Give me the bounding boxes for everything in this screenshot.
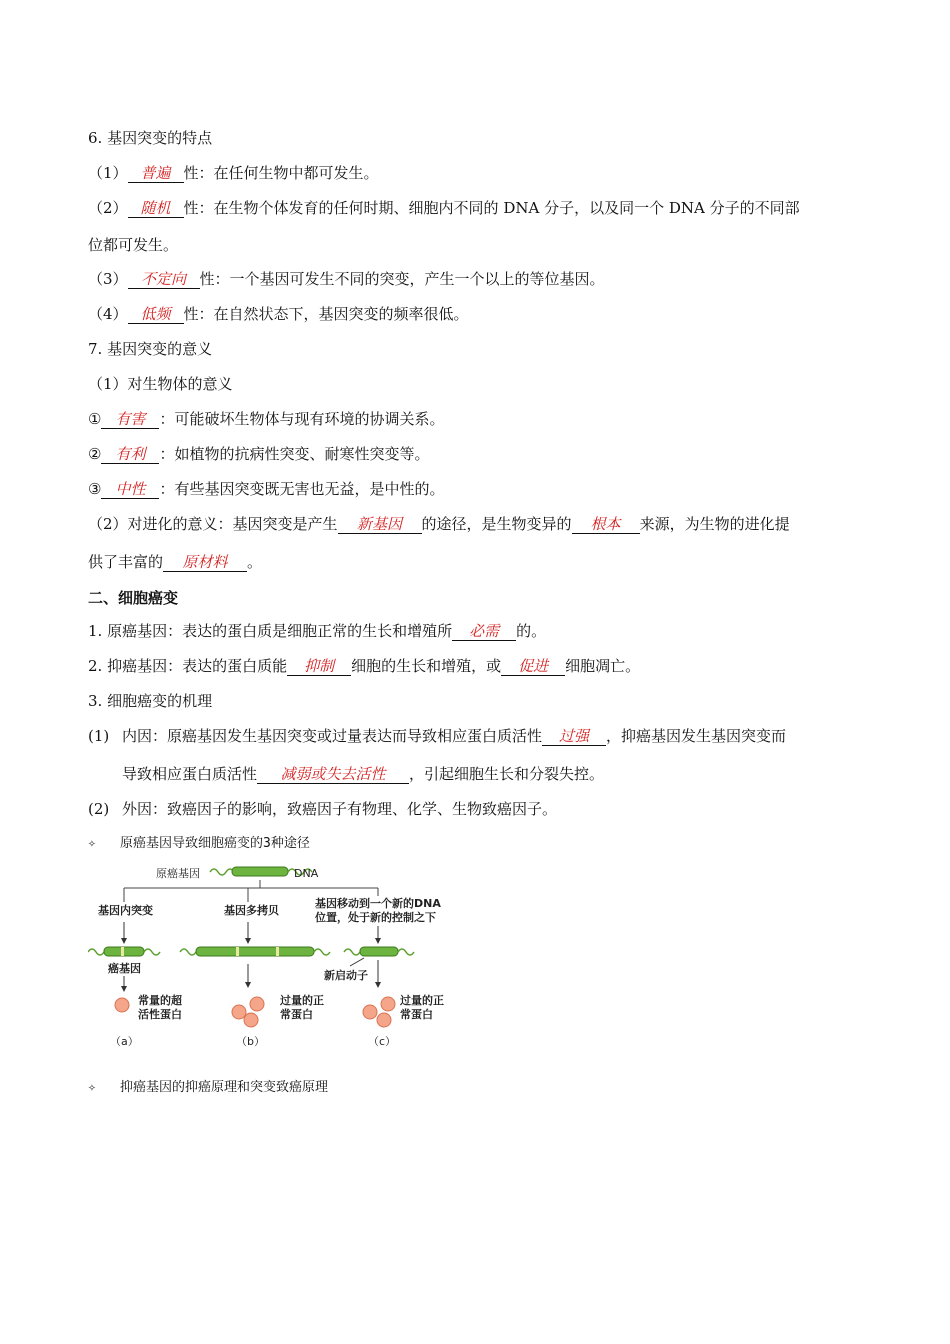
- meaning-2: ② 有利 ：如植物的抗病性突变、耐寒性突变等。: [88, 445, 430, 463]
- answer-blank: 新基因: [338, 515, 422, 534]
- oncogene-figure: [88, 860, 458, 1060]
- fig-top-label: 原癌基因: [156, 867, 200, 880]
- answer-blank: 不定向: [128, 270, 200, 289]
- protein-icon: [250, 997, 264, 1011]
- fig-panel-a: （a）: [110, 1035, 139, 1048]
- gene-segment: [232, 867, 288, 876]
- meaning-3: ③ 中性 ：有些基因突变既无害也无益，是中性的。: [88, 480, 445, 498]
- figure1-caption: ✧ 原癌基因导致细胞癌变的3种途径: [88, 833, 310, 855]
- answer-blank: 过强: [542, 727, 606, 746]
- feature-3: （3） 不定向 性：一个基因可发生不同的突变，产生一个以上的等位基因。: [88, 270, 605, 288]
- arrow-head-icon: [245, 938, 251, 944]
- answer-blank: 抑制: [287, 657, 351, 676]
- dna-strand: [314, 949, 330, 955]
- fig-a-protein-1: 常量的超: [138, 994, 182, 1007]
- arrow-head-icon: [375, 982, 381, 988]
- mutation-mark: [121, 947, 124, 956]
- section-7-title: 7. 基因突变的意义: [88, 340, 213, 358]
- answer-blank: 减弱或失去活性: [257, 765, 409, 784]
- fig-b-protein-2: 常蛋白: [280, 1008, 313, 1021]
- section-2-title: 二、细胞癌变: [88, 589, 179, 607]
- answer-blank: 促进: [501, 657, 565, 676]
- arrow-head-icon: [375, 938, 381, 944]
- protein-icon: [115, 998, 129, 1012]
- fig-panel-b: （b）: [236, 1035, 265, 1048]
- protein-icon: [377, 1013, 391, 1027]
- fig-a-label: 基因内突变: [98, 904, 153, 917]
- dna-strand: [180, 949, 196, 955]
- protein-icon: [363, 1005, 377, 1019]
- dna-strand-left: [210, 869, 234, 875]
- answer-blank: 中性: [101, 480, 159, 499]
- diamond-bullet-icon: ✧: [88, 836, 96, 851]
- answer-blank: 有害: [101, 410, 159, 429]
- section-6-title: 6. 基因突变的特点: [88, 129, 213, 147]
- gene-copies: [196, 947, 314, 956]
- evolution-meaning: （2）对进化的意义：基因突变是产生 新基因 的途径，是生物变异的 根本 来源，为生物的进化提: [88, 515, 790, 533]
- meaning-1: ① 有害 ：可能破坏生物体与现有环境的协调关系。: [88, 410, 445, 428]
- diamond-bullet-icon: ✧: [88, 1080, 96, 1095]
- pointer-line: [350, 958, 364, 966]
- protein-icon: [244, 1013, 258, 1027]
- dna-strand: [398, 949, 414, 955]
- answer-blank: 原材料: [163, 553, 247, 572]
- fig-c-protein-1: 过量的正: [400, 994, 444, 1007]
- evolution-meaning-cont: 供了丰富的 原材料 。: [88, 553, 263, 571]
- fig-dna-label: DNA: [294, 867, 319, 880]
- fig-c-protein-2: 常蛋白: [400, 1008, 433, 1021]
- answer-blank: 低频: [128, 305, 184, 324]
- internal-cause: (1) 内因：原癌基因发生基因突变或过量表达而导致相应蛋白质活性 过强 ，抑癌基因发生基因突变而: [88, 727, 787, 745]
- external-cause: (2) 外因：致癌因子的影响，致癌因子有物理、化学、生物致癌因子。: [88, 800, 558, 818]
- fig-promoter: 新启动子: [324, 969, 368, 982]
- fig-b-protein-1: 过量的正: [280, 994, 324, 1007]
- answer-blank: 根本: [572, 515, 640, 534]
- answer-blank: 有利: [101, 445, 159, 464]
- moved-gene: [360, 947, 398, 956]
- answer-blank: 随机: [128, 199, 184, 218]
- answer-blank: 必需: [452, 622, 516, 641]
- arrow-head-icon: [121, 938, 127, 944]
- figure2-caption: ✧ 抑癌基因的抑癌原理和突变致癌原理: [88, 1077, 328, 1099]
- feature-4: （4） 低频 性：在自然状态下，基因突变的频率很低。: [88, 305, 469, 323]
- feature-2: （2） 随机 性：在生物个体发育的任何时期、细胞内不同的 DNA 分子，以及同一个 DNA 分子的不同部: [88, 199, 800, 217]
- fig-c-label-2: 位置，处于新的控制之下: [315, 911, 436, 924]
- arrow-head-icon: [121, 986, 127, 992]
- fig-cancer-gene: 癌基因: [108, 962, 141, 975]
- protein-icon: [232, 1005, 246, 1019]
- feature-2-cont: 位都可发生。: [88, 236, 179, 254]
- section-7-sub1: （1）对生物体的意义: [88, 375, 233, 393]
- dna-strand: [144, 949, 160, 955]
- fig-a-protein-2: 活性蛋白: [138, 1008, 182, 1021]
- protein-icon: [381, 997, 395, 1011]
- fig-panel-c: （c）: [368, 1035, 397, 1048]
- internal-cause-cont: 导致相应蛋白质活性 减弱或失去活性 ，引起细胞生长和分裂失控。: [122, 765, 605, 783]
- proto-oncogene: 1. 原癌基因：表达的蛋白质是细胞正常的生长和增殖所 必需 的。: [88, 622, 547, 640]
- copy-divider: [236, 947, 239, 956]
- mechanism-title: 3. 细胞癌变的机理: [88, 692, 213, 710]
- tumor-suppressor: 2. 抑癌基因：表达的蛋白质能 抑制 细胞的生长和增殖，或 促进 细胞凋亡。: [88, 657, 641, 675]
- fig-b-label: 基因多拷贝: [224, 904, 279, 917]
- feature-1: （1） 普遍 性：在任何生物中都可发生。: [88, 164, 379, 182]
- fig-c-label-1: 基因移动到一个新的DNA: [315, 897, 441, 910]
- arrow-head-icon: [245, 982, 251, 988]
- dna-strand: [344, 949, 360, 955]
- dna-strand: [88, 949, 104, 955]
- copy-divider: [276, 947, 279, 956]
- answer-blank: 普遍: [128, 164, 184, 183]
